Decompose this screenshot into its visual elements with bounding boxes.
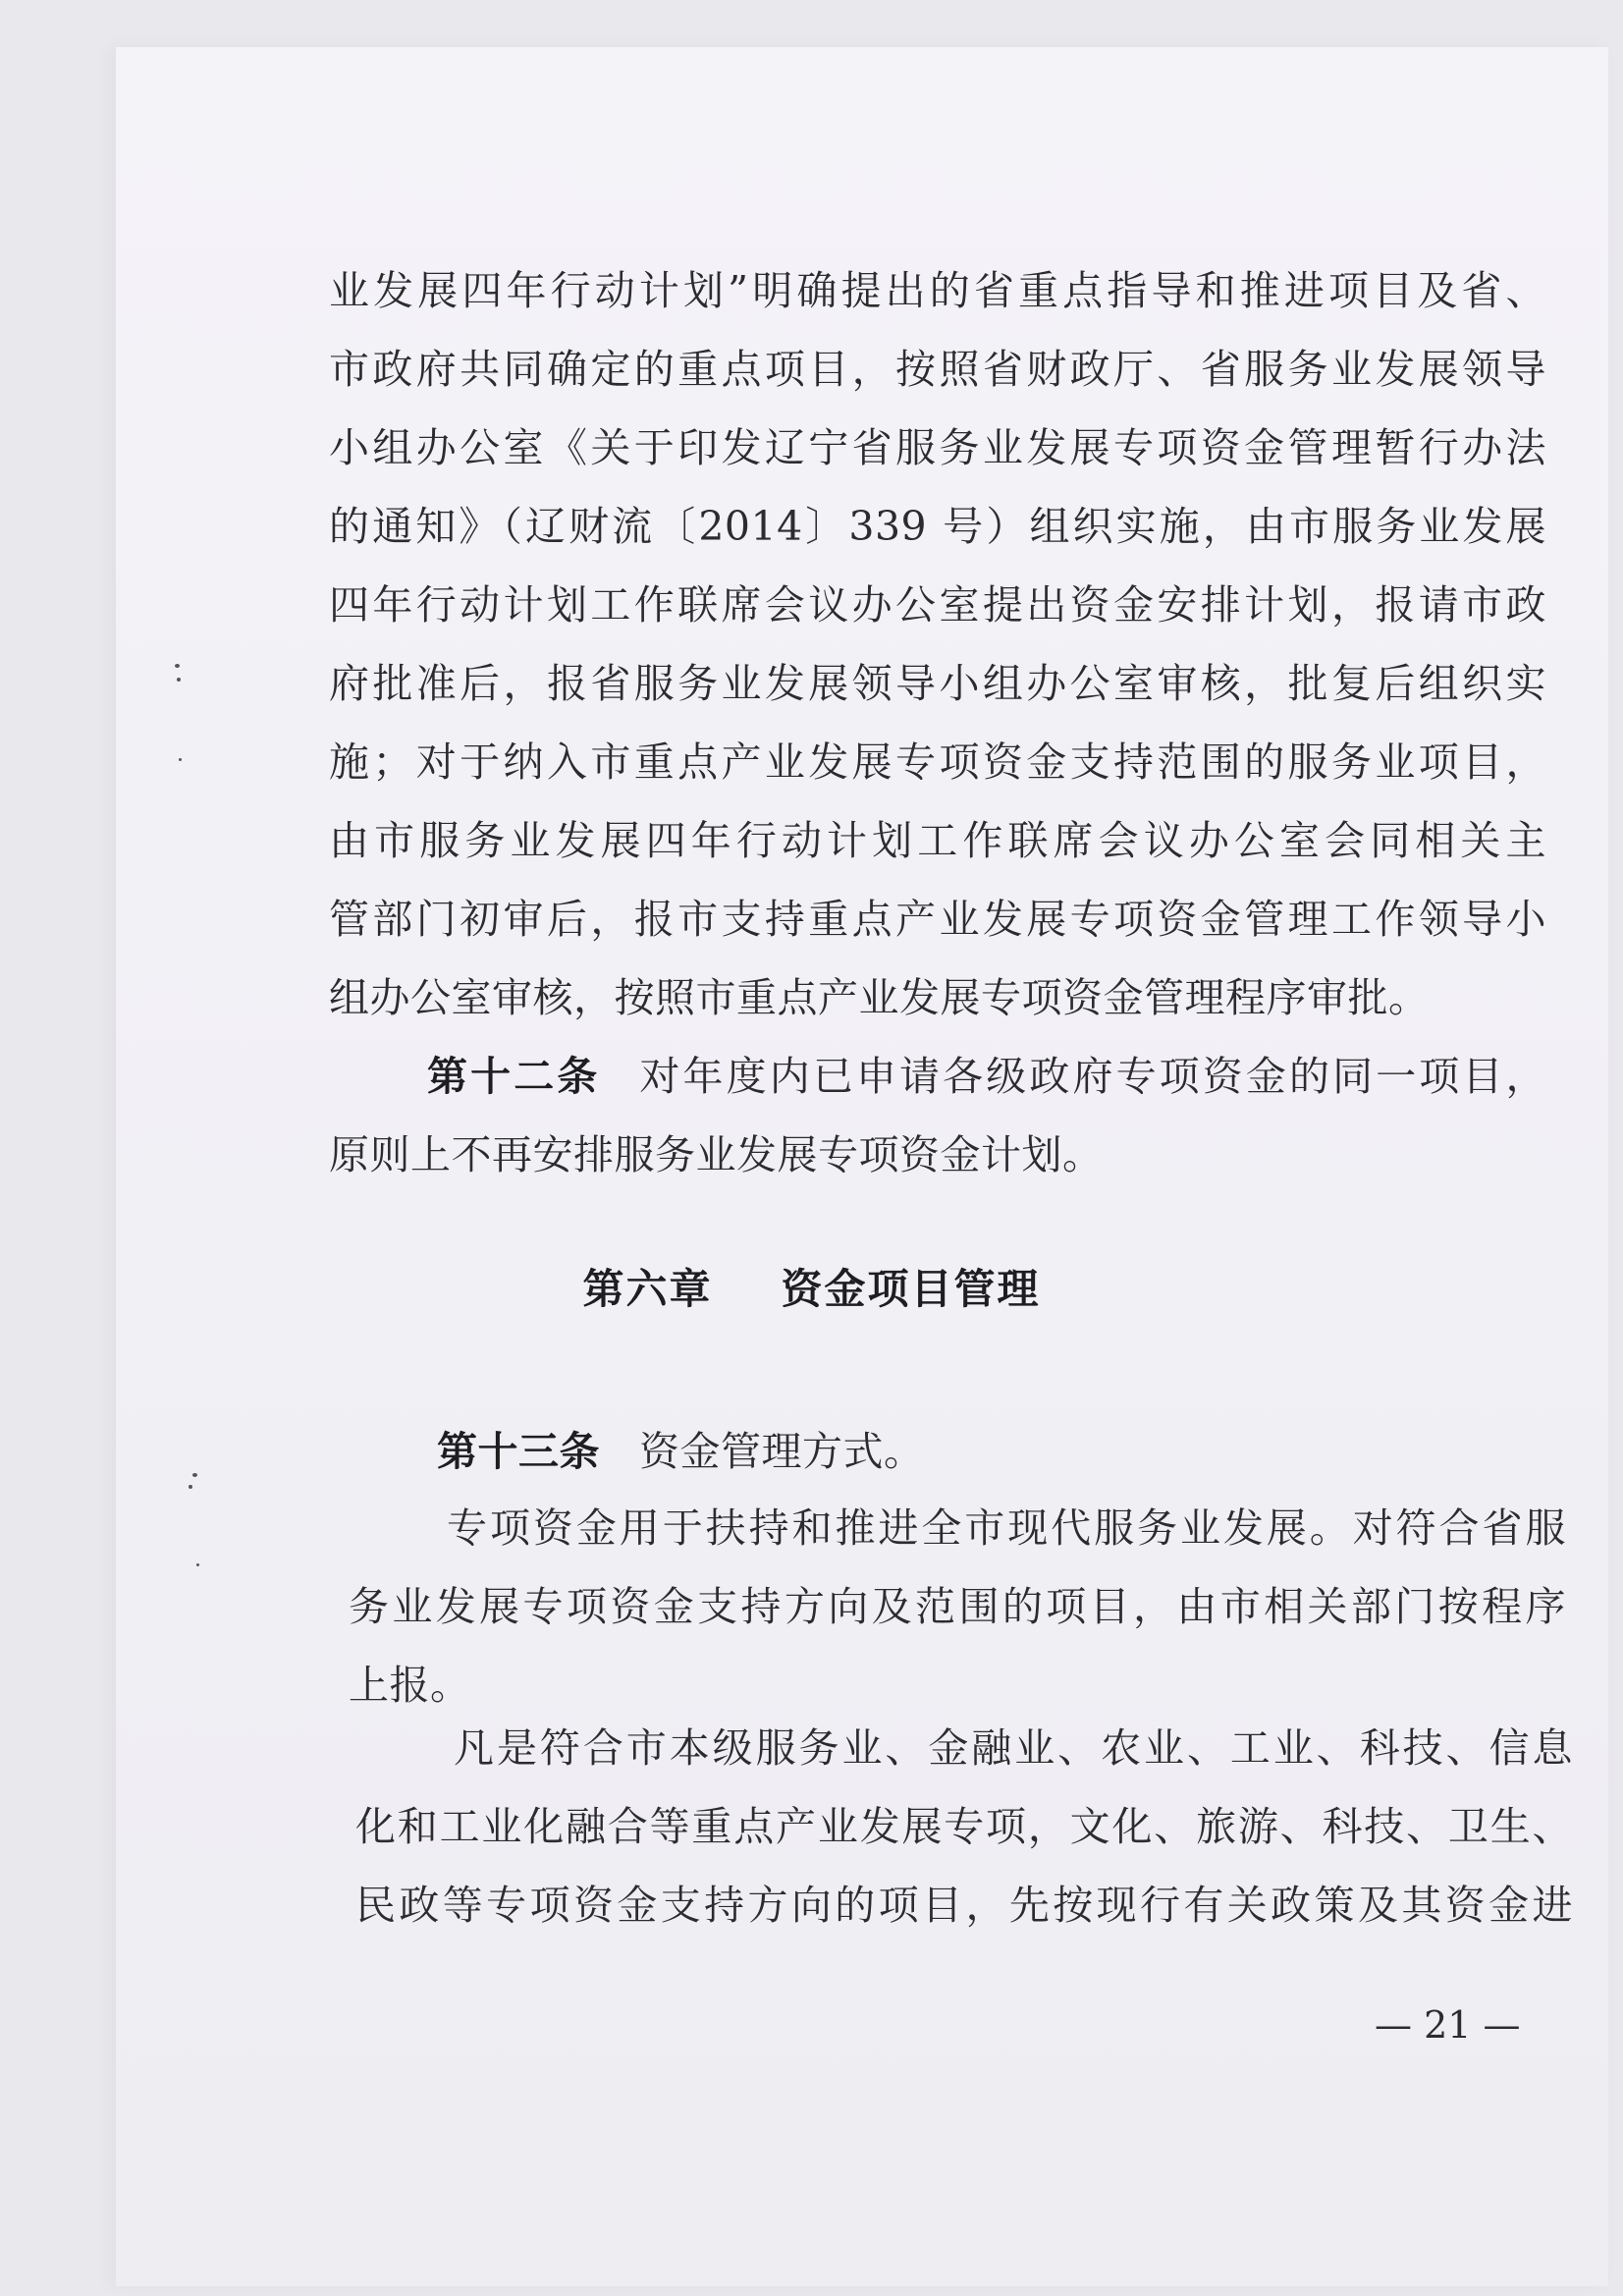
text-line: 府批准后，报省服务业发展领导小组办公室审核，批复后组织实 — [329, 660, 1546, 707]
text-line: 小组办公室《关于印发辽宁省服务业发展专项资金管理暂行办法 — [329, 424, 1546, 471]
article-13-text: 资金管理方式。 — [639, 1428, 925, 1475]
page-number: — 21 — — [1375, 2003, 1521, 2047]
article-12-first-line — [329, 1047, 1546, 1106]
scan-speck — [196, 1563, 199, 1566]
text-line: 管部门初审后，报市支持重点产业发展专项资金管理工作领导小 — [329, 896, 1546, 943]
scan-speck — [175, 664, 180, 668]
scan-speck — [177, 678, 181, 682]
scan-speck — [192, 1473, 197, 1477]
text-line: 凡是符合市本级服务业、金融业、农业、工业、科技、信息 — [454, 1724, 1573, 1772]
article-13-label: 第十三条 — [437, 1428, 600, 1475]
text-line: 四年行动计划工作联席会议办公室提出资金安排计划，报请市政 — [329, 581, 1546, 629]
scan-speck — [179, 758, 182, 761]
text-line: 的通知》（辽财流〔2014〕339 号）组织实施，由市服务业发展 — [329, 503, 1546, 550]
chapter-heading — [0, 1257, 1623, 1316]
scan-speck — [189, 1485, 192, 1489]
chapter-title: 资金项目管理 — [781, 1265, 1041, 1313]
text-line: 组办公室审核，按照市重点产业发展专项资金管理程序审批。 — [329, 974, 1430, 1021]
chapter-number: 第六章 — [582, 1265, 713, 1313]
article-12-text: 对年度内已申请各级政府专项资金的同一项目， — [639, 1053, 1547, 1100]
text-line: 市政府共同确定的重点项目，按照省财政厅、省服务业发展领导 — [329, 346, 1546, 393]
text-line: 施；对于纳入市重点产业发展专项资金支持范围的服务业项目， — [329, 738, 1546, 786]
text-line: 务业发展专项资金支持方向及范围的项目，由市相关部门按程序 — [349, 1583, 1566, 1630]
text-line: 业发展四年行动计划”明确提出的省重点指导和推进项目及省、 — [329, 267, 1546, 314]
text-line: 原则上不再安排服务业发展专项资金计划。 — [329, 1131, 1104, 1178]
article-12-label: 第十二条 — [427, 1053, 601, 1100]
text-line: 专项资金用于扶持和推进全市现代服务业发展。对符合省服 — [447, 1504, 1566, 1552]
text-line: 化和工业化融合等重点产业发展专项，文化、旅游、科技、卫生、 — [355, 1803, 1573, 1850]
text-line: 上报。 — [349, 1662, 471, 1709]
text-line: 由市服务业发展四年行动计划工作联席会议办公室会同相关主 — [329, 817, 1546, 864]
article-13-line — [339, 1422, 1556, 1481]
text-line: 民政等专项资金支持方向的项目，先按现行有关政策及其资金进 — [355, 1882, 1573, 1929]
